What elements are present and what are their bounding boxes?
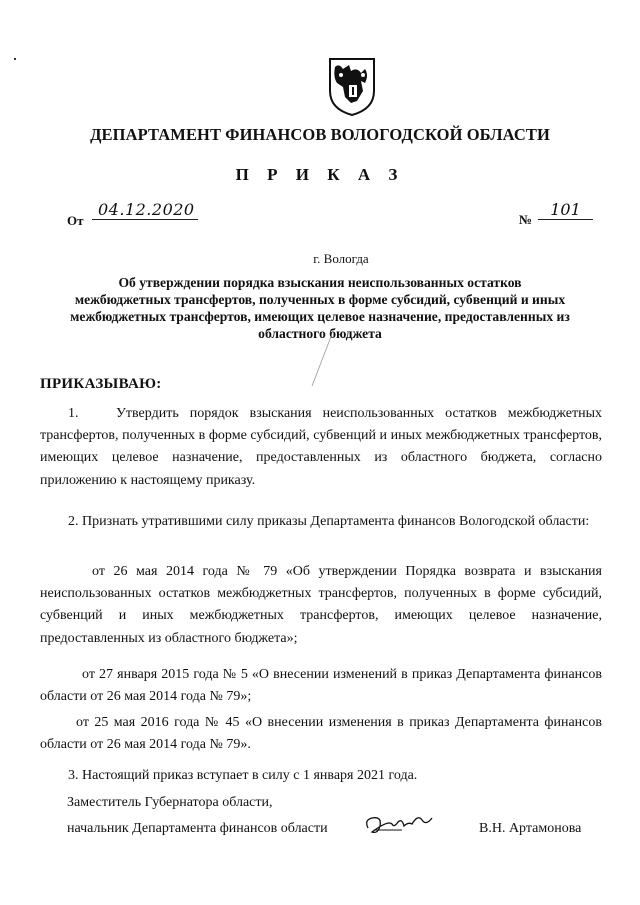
handwritten-signature-icon <box>362 810 442 840</box>
date-label: От <box>67 213 84 228</box>
number-label: № <box>519 212 533 227</box>
subject-line: областного бюджета <box>258 326 382 341</box>
signer-position-line1: Заместитель Губернатора области, <box>67 795 273 810</box>
paragraph-3: 3. Настоящий приказ вступает в силу с 1 января 2021 года. <box>68 768 418 783</box>
scan-speck <box>14 58 16 60</box>
coat-of-arms-icon <box>327 57 377 117</box>
number-field: 101 <box>538 200 593 220</box>
signer-name: В.Н. Артамонова <box>479 821 582 836</box>
signer-position-line2: начальник Департамента финансов области <box>67 821 328 836</box>
document-type: П Р И К А З <box>235 165 405 184</box>
paragraph-1 <box>40 403 602 492</box>
paragraph-2a: от 26 мая 2014 года № 79 «Об утверждении Порядка возврата и взыскания неиспользованных остатков межбюджетных трансфертов, полученных в форме субсидий, субвенций и иных межбюджетных трансфертов, имеющих целевое назначение, предоставленных из областного бюджета»; <box>40 564 602 646</box>
paragraph-1-number: 1. <box>68 406 79 421</box>
paragraph-2c: от 25 мая 2016 года № 45 «О внесении изменения в приказ Департамента финансов области от 26 мая 2014 года № 79». <box>40 715 602 753</box>
paragraph-2: 2. Признать утратившими силу приказы Департамента финансов Вологодской области: <box>68 514 590 529</box>
date-field: 04.12.2020 <box>92 200 198 220</box>
subject-line: межбюджетных трансфертов, полученных в форме субсидий, субвенций и иных <box>74 292 566 307</box>
pencil-mark <box>300 330 340 390</box>
paragraph-2b: от 27 января 2015 года № 5 «О внесении изменений в приказ Департамента финансов области от 26 мая 2014 года № 79»; <box>40 667 602 705</box>
paragraph-1-text: Утвердить порядок взыскания неиспользованных остатков межбюджетных трансфертов, полученных в форме субсидий, субвенций и иных межбюджетных трансфертов, имеющих целевое назначение, предоставленных из областного бюджета, согласно приложению к настоящему приказу. <box>40 406 602 488</box>
department-title: ДЕПАРТАМЕНТ ФИНАНСОВ ВОЛОГОДСКОЙ ОБЛАСТИ <box>90 125 550 144</box>
city-name: г. Вологда <box>313 251 369 266</box>
subject-line: Об утверждении порядка взыскания неиспользованных остатков <box>118 275 522 290</box>
order-word: ПРИКАЗЫВАЮ: <box>40 376 162 392</box>
subject-line: межбюджетных трансфертов, имеющих целевое назначение, предоставленных из <box>70 309 570 324</box>
